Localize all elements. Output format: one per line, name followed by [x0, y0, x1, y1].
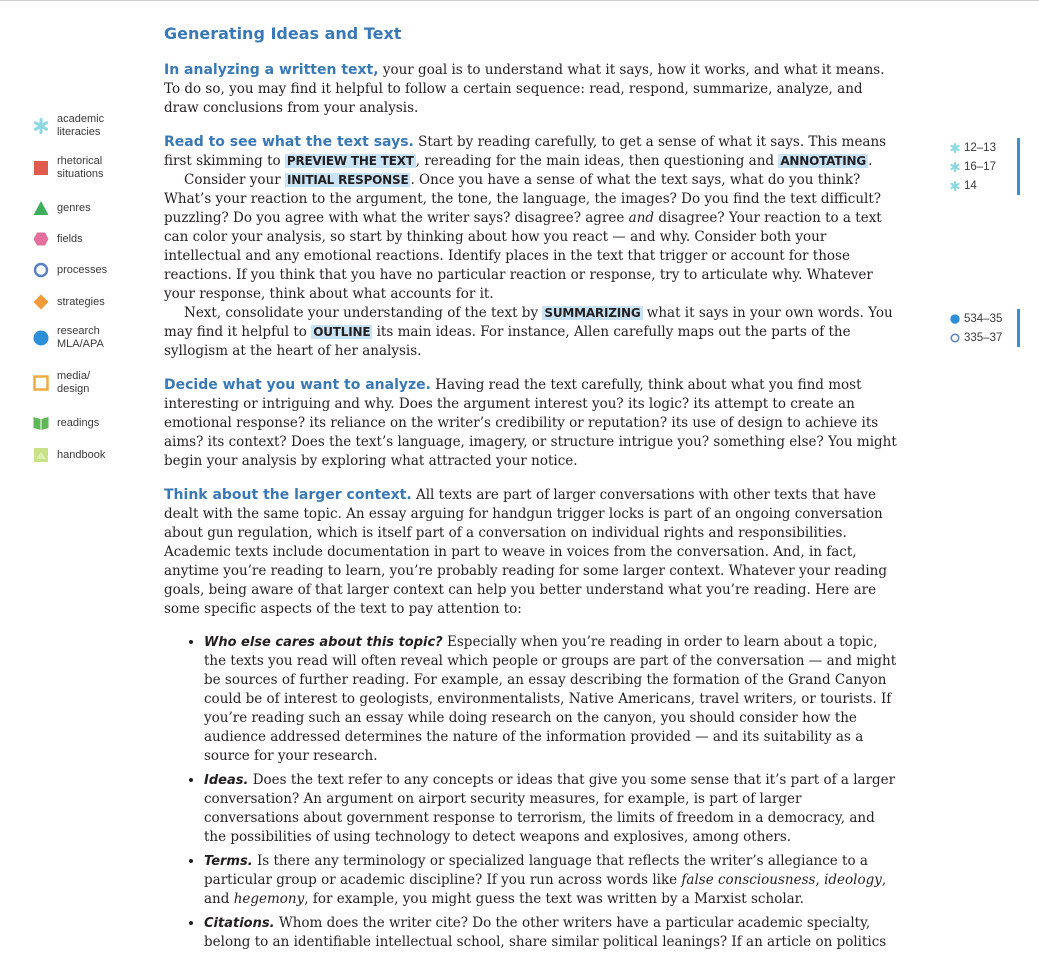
bullet-term: Terms. [204, 854, 253, 869]
emphasis: hegemony [233, 891, 305, 907]
context-paragraph [164, 486, 900, 619]
nav-label: academic literacies [57, 113, 105, 138]
bullet-text: , [815, 872, 825, 888]
nav-label: strategies [57, 295, 105, 308]
list-item [204, 771, 900, 847]
square-icon [32, 160, 50, 176]
bullet-term: Who else cares about this topic? [204, 635, 443, 650]
nav-label: genres [57, 201, 91, 214]
circle-icon [32, 330, 50, 346]
list-item [204, 852, 900, 909]
nav-label: research MLA/APA [57, 325, 104, 350]
nav-label: media/ design [57, 370, 91, 395]
open-circle-icon [950, 333, 964, 343]
margin-ref[interactable] [950, 157, 1020, 176]
paragraph-text: . Once you have a sense of what the text says, what do you think? What’s your reaction to the argument, the tone, the language, the images? Do you find the text difficult? puzzling? Do you agree with what the writer says? disagree? agree [164, 172, 882, 226]
bullet-term: Citations. [204, 916, 275, 931]
nav-readings[interactable] [32, 415, 99, 431]
asterisk-icon [950, 162, 964, 172]
decide-paragraph [164, 376, 900, 471]
ref-pages: 14 [964, 179, 977, 192]
book-icon [32, 415, 50, 431]
ref-bar [1017, 138, 1020, 195]
emphasis: false consciousness [681, 872, 816, 888]
bullet-text: Whom does the writer cite? Do the other writers have a particular academic specialty, belong to an identifiable intellectual school, share similar political leanings? If an article on politics [204, 915, 887, 950]
ref-bar [1017, 309, 1020, 347]
nav-handbook[interactable] [32, 447, 105, 463]
asterisk-icon [950, 143, 964, 153]
paragraph-text: its main ideas. For instance, Allen carefully maps out the parts of the syllogism at the heart of her analysis. [164, 324, 851, 359]
ref-pages: 12–13 [964, 141, 996, 154]
paragraph-text: All texts are part of larger conversations with other texts that have dealt with the same topic. An essay arguing for handgun trigger locks is part of an ongoing conversation about gun regulation, which is itself part of a conversation on individual rights and responsibilities. Academic texts include documentation in part to weave in voices from the conversation. And, in fact, anytime you’re reading to learn, you’re probably reading for some larger context. Whatever your reading goals, being aware of that larger context can help you better understand what you’re reading. Here are some specific aspects of the text to pay attention to: [164, 487, 888, 617]
open-square-icon [32, 375, 50, 391]
nav-label: rhetorical situations [57, 155, 104, 180]
nav-research-mla-apa[interactable] [32, 325, 104, 351]
bullet-text: Does the text refer to any concepts or ideas that give you some sense that it’s part of a larger conversation? An argument on airport security measures, for example, is part of larger conversations about government response to terrorism, the limits of freedom in a democracy, and the possibilities of using technology to detect weapons and explosives, among others. [204, 772, 896, 845]
intro-paragraph [164, 61, 900, 118]
paragraph-text: disagree? Your reaction to a text can color your analysis, so start by thinking about how you react — and why. Consider both your intellectual and any emotional reactions. Identify places in the text that trigger or account for those reactions. If you think that you have no particular reaction or response, try to articulate why. Whatever your response, think about what accounts for it. [164, 210, 882, 302]
triangle-icon [32, 200, 50, 216]
paragraph-text: Having read the text carefully, think about what you find most interesting or intriguing and why. Does the argument interest you? its logic? its attempt to create an emotional response? its reliance on the writer’s credibility or reputation? its use of design to achieve its aims? its context? Does the text’s language, imagery, or structure intrigue you? something else? You might begin your analysis by exploring what attracted your notice. [164, 377, 897, 469]
nav-label: fields [57, 232, 83, 245]
margin-ref[interactable] [950, 138, 1020, 157]
paragraph-lead: Read to see what the text says. [164, 134, 414, 150]
top-rule [0, 0, 1039, 1]
paragraph-text: Consider your [184, 172, 285, 188]
preview-the-text-link[interactable]: PREVIEW THE TEXT [286, 154, 414, 168]
nav-fields[interactable] [32, 231, 83, 247]
margin-ref[interactable] [950, 176, 1020, 195]
bullet-text: , for example, you might guess the text was written by a Marxist scholar. [304, 891, 804, 907]
asterisk-icon [32, 118, 50, 134]
page-title: Generating Ideas and Text [164, 24, 402, 43]
paragraph-text: . [868, 153, 873, 169]
consider-paragraph [164, 171, 900, 304]
paragraph-lead: Decide what you want to analyze. [164, 377, 431, 393]
list-item [204, 914, 900, 952]
nav-label: handbook [57, 448, 106, 461]
margin-ref[interactable] [950, 328, 1020, 347]
ring-icon [32, 262, 50, 278]
outline-link[interactable]: OUTLINE [313, 325, 371, 339]
emphasis: ideology [824, 872, 882, 888]
paragraph-text: what it says in your own words. You may find it helpful to [164, 305, 893, 340]
bullet-text: , and [204, 872, 887, 907]
nav-media-design[interactable] [32, 370, 90, 396]
ref-pages: 16–17 [964, 160, 996, 173]
summarizing-link[interactable]: SUMMARIZING [544, 306, 641, 320]
context-aspects-list [164, 633, 900, 952]
paragraph-text: Next, consolidate your understanding of the text by [184, 305, 543, 321]
nav-strategies[interactable] [32, 294, 105, 310]
paragraph-lead: In analyzing a written text, [164, 62, 379, 78]
ref-pages: 335–37 [964, 331, 1003, 344]
paragraph-lead: Think about the larger context. [164, 487, 412, 503]
paragraph-text: , rereading for the main ideas, then questioning and [415, 153, 779, 169]
nav-label: processes [57, 263, 108, 276]
nav-rhetorical-situations[interactable] [32, 155, 103, 181]
nav-genres[interactable] [32, 200, 91, 216]
diamond-icon [32, 294, 50, 310]
next-paragraph [164, 304, 900, 361]
filled-circle-icon [950, 314, 964, 324]
initial-response-link[interactable]: INITIAL RESPONSE [286, 173, 409, 187]
emphasis: and [628, 210, 655, 226]
margin-refs-2 [950, 309, 1020, 347]
nav-academic-literacies[interactable] [32, 113, 104, 139]
bullet-text: Is there any terminology or specialized language that reflects the writer’s allegiance to a particular group or academic discipline? If you run across words like [204, 853, 868, 888]
bullet-text: Especially when you’re reading in order to learn about a topic, the texts you read will often reveal which people or groups are part of the conversation — and might be sources of further reading. For example, an essay describing the formation of the Grand Canyon could be of interest to geologists, environmentalists, Native Americans, travel writers, or tourists. If you’re reading such an essay while doing research on the canyon, you should consider how the audience addressed determines the nature of the information provided — and its suitability as a source for your research. [204, 634, 897, 764]
margin-ref[interactable] [950, 309, 1020, 328]
asterisk-icon [950, 181, 964, 191]
main-content [164, 22, 900, 957]
paragraph-text: your goal is to understand what it says, how it works, and what it means. To do so, you may find it helpful to follow a certain sequence: read, respond, summarize, analyze, and draw conclusions from your analysis. [164, 62, 885, 116]
margin-refs-1 [950, 138, 1020, 195]
annotating-link[interactable]: ANNOTATING [780, 154, 867, 168]
hexagon-icon [32, 231, 50, 247]
handbook-icon [32, 447, 50, 463]
bullet-term: Ideas. [204, 773, 249, 788]
paragraph-text: Start by reading carefully, to get a sense of what it says. This means first skimming to [164, 134, 887, 169]
read-paragraph [164, 133, 900, 171]
list-item [204, 633, 900, 766]
nav-processes[interactable] [32, 262, 107, 278]
ref-pages: 534–35 [964, 312, 1003, 325]
nav-label: readings [57, 416, 100, 429]
